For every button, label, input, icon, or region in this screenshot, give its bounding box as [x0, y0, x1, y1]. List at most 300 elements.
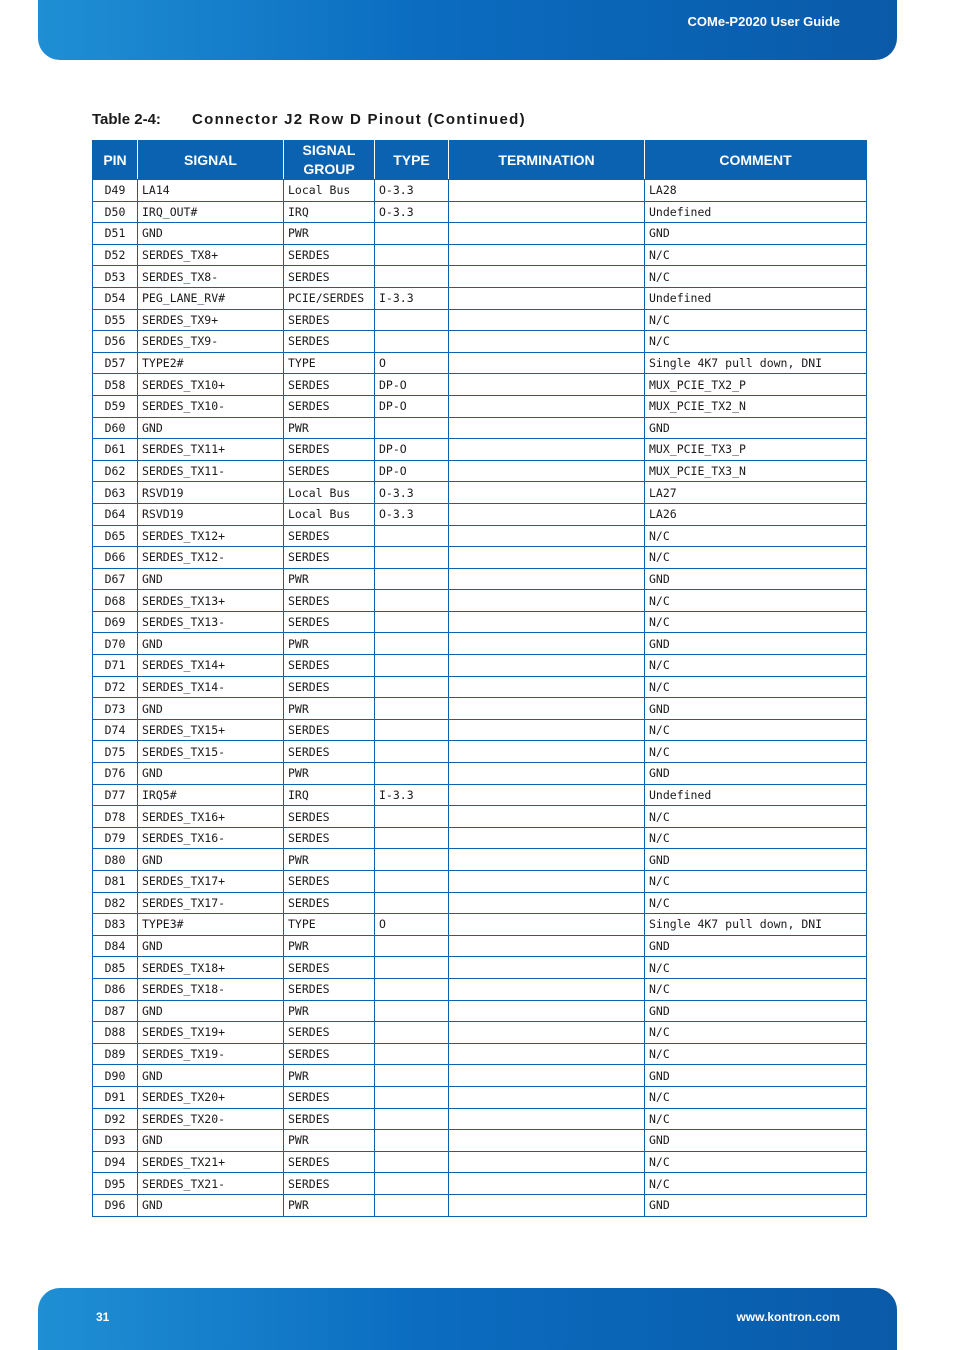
table-row — [93, 763, 867, 785]
comment-cell: GND — [645, 1065, 867, 1087]
pin-cell: D77 — [93, 784, 138, 806]
signal-group-cell: IRQ — [284, 201, 375, 223]
pin-cell: D72 — [93, 676, 138, 698]
pin-cell: D79 — [93, 827, 138, 849]
table-row — [93, 352, 867, 374]
comment-cell: N/C — [645, 741, 867, 763]
signal-group-cell: SERDES — [284, 871, 375, 893]
termination-cell — [449, 1000, 645, 1022]
signal-group-cell: SERDES — [284, 806, 375, 828]
signal-cell: GND — [138, 223, 284, 245]
comment-cell: N/C — [645, 676, 867, 698]
table-header-row — [93, 141, 867, 180]
termination-cell — [449, 655, 645, 677]
signal-group-cell: TYPE — [284, 352, 375, 374]
pin-cell: D75 — [93, 741, 138, 763]
signal-cell: SERDES_TX16+ — [138, 806, 284, 828]
table-row — [93, 482, 867, 504]
pin-cell: D49 — [93, 180, 138, 202]
comment-cell: GND — [645, 417, 867, 439]
comment-cell: N/C — [645, 806, 867, 828]
comment-cell: N/C — [645, 1086, 867, 1108]
signal-group-cell: SERDES — [284, 827, 375, 849]
signal-group-cell: SERDES — [284, 719, 375, 741]
signal-cell: SERDES_TX9+ — [138, 309, 284, 331]
termination-cell — [449, 827, 645, 849]
signal-cell: SERDES_TX8+ — [138, 244, 284, 266]
pin-cell: D67 — [93, 568, 138, 590]
pin-cell: D84 — [93, 935, 138, 957]
pin-cell: D78 — [93, 806, 138, 828]
termination-cell — [449, 1065, 645, 1087]
termination-cell — [449, 417, 645, 439]
comment-cell: MUX_PCIE_TX3_N — [645, 460, 867, 482]
pin-cell: D55 — [93, 309, 138, 331]
termination-cell — [449, 957, 645, 979]
table-caption-label: Table 2-4: — [92, 111, 161, 128]
comment-cell: GND — [645, 633, 867, 655]
termination-cell — [449, 1043, 645, 1065]
signal-cell: SERDES_TX15- — [138, 741, 284, 763]
pin-cell: D66 — [93, 547, 138, 569]
signal-cell: SERDES_TX12- — [138, 547, 284, 569]
type-cell — [375, 1151, 449, 1173]
type-cell — [375, 1086, 449, 1108]
signal-cell: RSVD19 — [138, 503, 284, 525]
table-row — [93, 698, 867, 720]
table-row — [93, 590, 867, 612]
table-row — [93, 1022, 867, 1044]
pin-cell: D69 — [93, 611, 138, 633]
signal-group-cell: PWR — [284, 633, 375, 655]
pin-cell: D86 — [93, 978, 138, 1000]
pin-cell: D56 — [93, 331, 138, 353]
table-row — [93, 1043, 867, 1065]
type-cell: O — [375, 352, 449, 374]
column-header-signal-group: SIGNAL GROUP — [284, 141, 375, 180]
comment-cell: N/C — [645, 892, 867, 914]
comment-cell: LA26 — [645, 503, 867, 525]
signal-group-cell: SERDES — [284, 374, 375, 396]
type-cell — [375, 698, 449, 720]
signal-group-cell: PCIE/SERDES — [284, 287, 375, 309]
table-row — [93, 1194, 867, 1216]
signal-group-cell: PWR — [284, 763, 375, 785]
website-url: www.kontron.com — [736, 1310, 840, 1324]
pin-cell: D80 — [93, 849, 138, 871]
table-row — [93, 611, 867, 633]
signal-cell: SERDES_TX10+ — [138, 374, 284, 396]
comment-cell: GND — [645, 935, 867, 957]
table-row — [93, 849, 867, 871]
termination-cell — [449, 1022, 645, 1044]
table-caption-text: Connector J2 Row D Pinout (Continued) — [192, 111, 526, 128]
type-cell — [375, 935, 449, 957]
signal-cell: SERDES_TX19+ — [138, 1022, 284, 1044]
type-cell — [375, 806, 449, 828]
type-cell — [375, 590, 449, 612]
termination-cell — [449, 395, 645, 417]
signal-cell: LA14 — [138, 180, 284, 202]
signal-cell: SERDES_TX13- — [138, 611, 284, 633]
type-cell — [375, 1130, 449, 1152]
signal-cell: GND — [138, 763, 284, 785]
type-cell: DP-O — [375, 395, 449, 417]
signal-group-cell: SERDES — [284, 460, 375, 482]
signal-cell: GND — [138, 849, 284, 871]
termination-cell — [449, 763, 645, 785]
pin-cell: D59 — [93, 395, 138, 417]
termination-cell — [449, 439, 645, 461]
table-row — [93, 633, 867, 655]
signal-cell: PEG_LANE_RV# — [138, 287, 284, 309]
termination-cell — [449, 568, 645, 590]
signal-cell: GND — [138, 417, 284, 439]
termination-cell — [449, 978, 645, 1000]
table-row — [93, 331, 867, 353]
table-row — [93, 741, 867, 763]
type-cell — [375, 223, 449, 245]
signal-cell: SERDES_TX15+ — [138, 719, 284, 741]
comment-cell: N/C — [645, 1108, 867, 1130]
comment-cell: GND — [645, 849, 867, 871]
signal-cell: SERDES_TX11- — [138, 460, 284, 482]
type-cell — [375, 957, 449, 979]
type-cell: O — [375, 914, 449, 936]
comment-cell: GND — [645, 1194, 867, 1216]
signal-group-cell: SERDES — [284, 957, 375, 979]
pin-cell: D68 — [93, 590, 138, 612]
signal-group-cell: Local Bus — [284, 180, 375, 202]
table-row — [93, 676, 867, 698]
column-header-pin: PIN — [93, 141, 138, 180]
table-row — [93, 568, 867, 590]
table-row — [93, 719, 867, 741]
signal-group-cell: SERDES — [284, 525, 375, 547]
termination-cell — [449, 352, 645, 374]
column-header-comment: COMMENT — [645, 141, 867, 180]
table-row — [93, 892, 867, 914]
table-body — [93, 180, 867, 1217]
type-cell — [375, 1194, 449, 1216]
table-row — [93, 1000, 867, 1022]
table-row — [93, 417, 867, 439]
table-row — [93, 784, 867, 806]
termination-cell — [449, 1086, 645, 1108]
termination-cell — [449, 287, 645, 309]
termination-cell — [449, 180, 645, 202]
pin-cell: D53 — [93, 266, 138, 288]
type-cell: O-3.3 — [375, 482, 449, 504]
termination-cell — [449, 719, 645, 741]
termination-cell — [449, 871, 645, 893]
signal-cell: RSVD19 — [138, 482, 284, 504]
signal-cell: GND — [138, 935, 284, 957]
type-cell — [375, 568, 449, 590]
signal-cell: SERDES_TX9- — [138, 331, 284, 353]
pin-cell: D82 — [93, 892, 138, 914]
signal-group-cell: PWR — [284, 698, 375, 720]
signal-group-cell: SERDES — [284, 892, 375, 914]
pin-cell: D83 — [93, 914, 138, 936]
table-row — [93, 914, 867, 936]
termination-cell — [449, 547, 645, 569]
table-row — [93, 1086, 867, 1108]
termination-cell — [449, 698, 645, 720]
signal-group-cell: SERDES — [284, 1151, 375, 1173]
signal-group-cell: SERDES — [284, 741, 375, 763]
pin-cell: D87 — [93, 1000, 138, 1022]
type-cell — [375, 244, 449, 266]
termination-cell — [449, 892, 645, 914]
termination-cell — [449, 201, 645, 223]
signal-group-cell: SERDES — [284, 1173, 375, 1195]
termination-cell — [449, 676, 645, 698]
signal-cell: GND — [138, 1000, 284, 1022]
termination-cell — [449, 741, 645, 763]
signal-cell: SERDES_TX21+ — [138, 1151, 284, 1173]
column-header-termination: TERMINATION — [449, 141, 645, 180]
column-header-type: TYPE — [375, 141, 449, 180]
signal-group-cell: PWR — [284, 1194, 375, 1216]
comment-cell: Single 4K7 pull down, DNI — [645, 352, 867, 374]
pin-cell: D93 — [93, 1130, 138, 1152]
comment-cell: N/C — [645, 244, 867, 266]
signal-cell: GND — [138, 1065, 284, 1087]
pin-cell: D61 — [93, 439, 138, 461]
signal-cell: GND — [138, 1194, 284, 1216]
signal-group-cell: PWR — [284, 1130, 375, 1152]
termination-cell — [449, 806, 645, 828]
pin-cell: D74 — [93, 719, 138, 741]
comment-cell: N/C — [645, 978, 867, 1000]
type-cell — [375, 871, 449, 893]
pin-cell: D85 — [93, 957, 138, 979]
termination-cell — [449, 590, 645, 612]
signal-group-cell: SERDES — [284, 547, 375, 569]
signal-group-cell: IRQ — [284, 784, 375, 806]
type-cell: DP-O — [375, 460, 449, 482]
termination-cell — [449, 223, 645, 245]
signal-group-cell: SERDES — [284, 244, 375, 266]
comment-cell: N/C — [645, 590, 867, 612]
type-cell: I-3.3 — [375, 287, 449, 309]
signal-group-cell: PWR — [284, 935, 375, 957]
signal-cell: SERDES_TX20+ — [138, 1086, 284, 1108]
type-cell — [375, 849, 449, 871]
type-cell — [375, 1173, 449, 1195]
comment-cell: N/C — [645, 331, 867, 353]
table-caption — [92, 111, 526, 128]
pin-cell: D70 — [93, 633, 138, 655]
signal-cell: SERDES_TX14- — [138, 676, 284, 698]
signal-cell: SERDES_TX17- — [138, 892, 284, 914]
table-row — [93, 223, 867, 245]
comment-cell: N/C — [645, 525, 867, 547]
signal-cell: IRQ_OUT# — [138, 201, 284, 223]
pin-cell: D62 — [93, 460, 138, 482]
signal-cell: GND — [138, 568, 284, 590]
pin-cell: D76 — [93, 763, 138, 785]
comment-cell: N/C — [645, 266, 867, 288]
comment-cell: N/C — [645, 827, 867, 849]
table-row — [93, 655, 867, 677]
signal-group-cell: SERDES — [284, 590, 375, 612]
signal-group-cell: SERDES — [284, 1108, 375, 1130]
signal-group-cell: SERDES — [284, 1022, 375, 1044]
pin-cell: D96 — [93, 1194, 138, 1216]
page-number: 31 — [96, 1310, 110, 1324]
termination-cell — [449, 914, 645, 936]
comment-cell: MUX_PCIE_TX3_P — [645, 439, 867, 461]
termination-cell — [449, 244, 645, 266]
signal-cell: SERDES_TX18+ — [138, 957, 284, 979]
type-cell: O-3.3 — [375, 201, 449, 223]
comment-cell: GND — [645, 568, 867, 590]
pin-cell: D58 — [93, 374, 138, 396]
comment-cell: GND — [645, 698, 867, 720]
termination-cell — [449, 374, 645, 396]
table-row — [93, 395, 867, 417]
table-row — [93, 1065, 867, 1087]
table-row — [93, 1173, 867, 1195]
type-cell — [375, 1000, 449, 1022]
table-row — [93, 935, 867, 957]
signal-cell: SERDES_TX18- — [138, 978, 284, 1000]
signal-cell: SERDES_TX17+ — [138, 871, 284, 893]
termination-cell — [449, 1151, 645, 1173]
termination-cell — [449, 503, 645, 525]
table-row — [93, 201, 867, 223]
column-header-signal: SIGNAL — [138, 141, 284, 180]
pin-cell: D63 — [93, 482, 138, 504]
type-cell — [375, 741, 449, 763]
type-cell — [375, 892, 449, 914]
signal-group-cell: PWR — [284, 223, 375, 245]
termination-cell — [449, 935, 645, 957]
type-cell — [375, 525, 449, 547]
comment-cell: N/C — [645, 1022, 867, 1044]
table-row — [93, 827, 867, 849]
pin-cell: D73 — [93, 698, 138, 720]
table-row — [93, 460, 867, 482]
type-cell — [375, 978, 449, 1000]
table-row — [93, 180, 867, 202]
termination-cell — [449, 1194, 645, 1216]
header-band — [38, 0, 897, 60]
comment-cell: N/C — [645, 1173, 867, 1195]
type-cell — [375, 763, 449, 785]
pin-cell: D54 — [93, 287, 138, 309]
signal-cell: TYPE3# — [138, 914, 284, 936]
comment-cell: Undefined — [645, 201, 867, 223]
pin-cell: D94 — [93, 1151, 138, 1173]
termination-cell — [449, 1173, 645, 1195]
type-cell — [375, 1043, 449, 1065]
signal-cell: SERDES_TX16- — [138, 827, 284, 849]
signal-group-cell: PWR — [284, 417, 375, 439]
signal-group-cell: SERDES — [284, 1043, 375, 1065]
signal-group-cell: SERDES — [284, 655, 375, 677]
signal-cell: SERDES_TX12+ — [138, 525, 284, 547]
table-row — [93, 547, 867, 569]
termination-cell — [449, 784, 645, 806]
table-row — [93, 957, 867, 979]
type-cell — [375, 1108, 449, 1130]
signal-group-cell: SERDES — [284, 611, 375, 633]
table-row — [93, 1151, 867, 1173]
pin-cell: D95 — [93, 1173, 138, 1195]
signal-group-cell: SERDES — [284, 1086, 375, 1108]
table-row — [93, 309, 867, 331]
table-row — [93, 266, 867, 288]
termination-cell — [449, 309, 645, 331]
table-row — [93, 503, 867, 525]
pin-cell: D52 — [93, 244, 138, 266]
signal-group-cell: PWR — [284, 849, 375, 871]
comment-cell: Undefined — [645, 784, 867, 806]
type-cell — [375, 417, 449, 439]
signal-cell: GND — [138, 633, 284, 655]
termination-cell — [449, 1130, 645, 1152]
table-row — [93, 1108, 867, 1130]
table-row — [93, 525, 867, 547]
signal-cell: SERDES_TX20- — [138, 1108, 284, 1130]
comment-cell: GND — [645, 1130, 867, 1152]
signal-group-cell: SERDES — [284, 266, 375, 288]
comment-cell: N/C — [645, 1151, 867, 1173]
signal-cell: SERDES_TX11+ — [138, 439, 284, 461]
pin-cell: D51 — [93, 223, 138, 245]
termination-cell — [449, 460, 645, 482]
type-cell — [375, 655, 449, 677]
table-row — [93, 978, 867, 1000]
signal-group-cell: PWR — [284, 1065, 375, 1087]
table-row — [93, 1130, 867, 1152]
signal-cell: TYPE2# — [138, 352, 284, 374]
footer-band — [38, 1288, 897, 1350]
termination-cell — [449, 611, 645, 633]
type-cell — [375, 266, 449, 288]
signal-cell: SERDES_TX19- — [138, 1043, 284, 1065]
termination-cell — [449, 849, 645, 871]
comment-cell: N/C — [645, 611, 867, 633]
comment-cell: LA28 — [645, 180, 867, 202]
termination-cell — [449, 266, 645, 288]
pin-cell: D60 — [93, 417, 138, 439]
signal-group-cell: SERDES — [284, 676, 375, 698]
type-cell — [375, 719, 449, 741]
type-cell: O-3.3 — [375, 503, 449, 525]
pin-cell: D88 — [93, 1022, 138, 1044]
signal-group-cell: SERDES — [284, 309, 375, 331]
signal-cell: SERDES_TX13+ — [138, 590, 284, 612]
pin-cell: D71 — [93, 655, 138, 677]
comment-cell: Single 4K7 pull down, DNI — [645, 914, 867, 936]
signal-group-cell: Local Bus — [284, 503, 375, 525]
signal-cell: SERDES_TX10- — [138, 395, 284, 417]
comment-cell: N/C — [645, 957, 867, 979]
document-title: COMe-P2020 User Guide — [687, 14, 840, 29]
signal-cell: SERDES_TX14+ — [138, 655, 284, 677]
termination-cell — [449, 331, 645, 353]
pin-cell: D92 — [93, 1108, 138, 1130]
signal-cell: GND — [138, 1130, 284, 1152]
termination-cell — [449, 1108, 645, 1130]
signal-group-cell: TYPE — [284, 914, 375, 936]
table-row — [93, 374, 867, 396]
comment-cell: N/C — [645, 871, 867, 893]
